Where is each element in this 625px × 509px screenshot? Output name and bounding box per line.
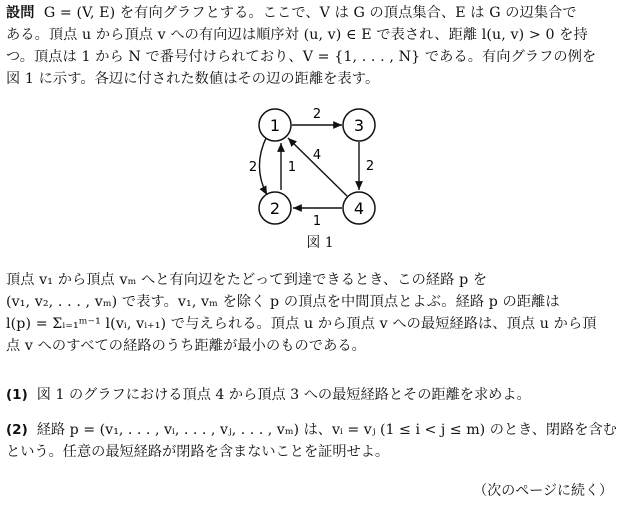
weight-4-2: 1 xyxy=(312,214,322,229)
question-1-text: 図 1 のグラフにおける頂点 4 から頂点 3 への最短経路とその距離を求めよ。 xyxy=(36,387,531,403)
continue-note: （次のページに続く） xyxy=(473,483,613,499)
statement-line-2: ある。頂点 u から頂点 v への有向辺は順序対 (u, v) ∈ E で表され、距離 l(u, v) > 0 を持 xyxy=(6,27,588,43)
question-2-line-1 xyxy=(6,419,617,441)
weight-1-2: 2 xyxy=(248,160,258,175)
node-3-label: 3 xyxy=(353,116,365,135)
directed-graph xyxy=(245,98,395,248)
weight-2-1: 1 xyxy=(287,160,297,175)
definition-line-2: (v₁, v₂, . . . , vₘ) で表す。v₁, vₘ を除く p の頂点を中間頂点とよぶ。経路 p の距離は xyxy=(6,294,560,310)
question-2-line-2: という。任意の最短経路が閉路を含まないことを証明せよ。 xyxy=(6,444,390,460)
statement-line-3: つ。頂点は 1 から N で番号付けられており、V = {1, . . . , N} である。有向グラフの例を xyxy=(6,49,597,65)
definition-line-4: 点 v へのすべての経路のうち距離が最小のものである。 xyxy=(6,338,366,354)
figure-caption: 図 1 xyxy=(306,235,334,251)
question-2 xyxy=(6,419,617,463)
node-4-label: 4 xyxy=(353,199,365,218)
weight-1-3: 2 xyxy=(312,107,322,122)
path-definition xyxy=(6,269,618,357)
definition-line-1: 頂点 v₁ から頂点 vₘ へと有向辺をたどって到達できるとき、この経路 p を xyxy=(6,272,488,288)
edge-4-1 xyxy=(288,138,347,196)
problem-statement xyxy=(6,2,618,90)
weight-3-4: 2 xyxy=(365,159,375,174)
question-1-number: (1) xyxy=(6,387,28,403)
statement-line-1 xyxy=(6,2,618,24)
question-2-number: (2) xyxy=(6,422,28,438)
weight-4-1: 4 xyxy=(312,148,322,163)
question-2-text-1: 経路 p = (v₁, . . . , vᵢ, . . . , vⱼ, . . . , vₘ) は、vᵢ = vⱼ (1 ≤ i < j ≤ m) のとき、閉路を含む xyxy=(36,422,617,438)
statement-line-1-text: G = (V, E) を有向グラフとする。ここで、V は G の頂点集合、E は G の辺集合で xyxy=(43,5,577,21)
graph-figure xyxy=(245,98,395,248)
node-2-label: 2 xyxy=(269,199,281,218)
definition-line-3: l(p) = Σᵢ₌₁ᵐ⁻¹ l(vᵢ, vᵢ₊₁) で与えられる。頂点 u から頂点 v への最短経路は、頂点 u から頂 xyxy=(6,316,597,332)
section-label: 設問 xyxy=(6,5,35,21)
question-1 xyxy=(6,384,531,406)
statement-line-4: 図 1 に示す。各辺に付された数値はその辺の距離を表す。 xyxy=(6,71,380,87)
node-1-label: 1 xyxy=(269,116,281,135)
edge-1-2 xyxy=(260,136,268,195)
